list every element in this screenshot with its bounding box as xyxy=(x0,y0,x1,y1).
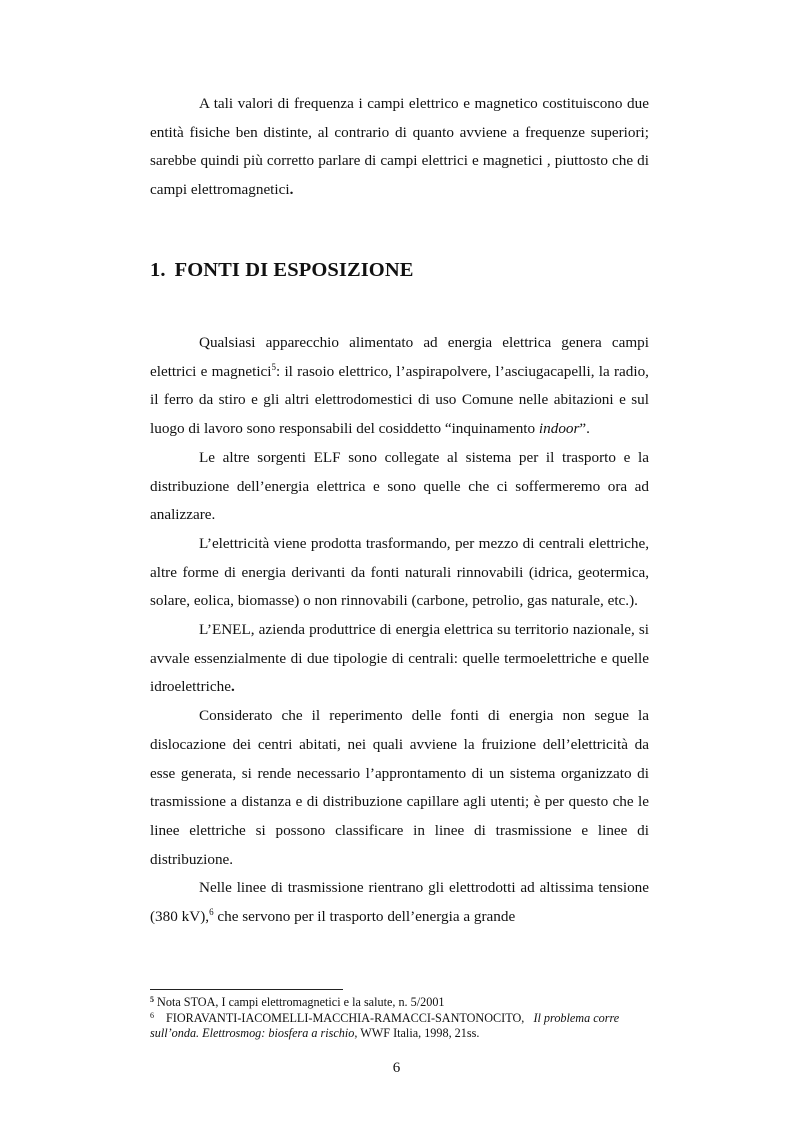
page-number: 6 xyxy=(392,1060,401,1076)
footnote-6 xyxy=(150,1011,649,1042)
paragraph-4-text: L’ENEL, azienda produttrice di energia elettrica su territorio nazionale, si avvale essenzialmente di due tipologie di centrali: quelle termoelettriche e quelle idroelettriche xyxy=(150,621,649,696)
section-body xyxy=(150,329,649,932)
paragraph-2: Le altre sorgenti ELF sono collegate al sistema per il trasporto e la distribuzione dell’energia elettrica e sono quelle che ci soffermeremo ora ad analizzare. xyxy=(150,448,649,524)
intro-text: A tali valori di frequenza i campi elettrico e magnetico costituiscono due entità fisiche ben distinte, al contrario di quanto avviene a frequenze superiori; sarebbe quindi più corretto parlare di campi elettrici e magnetici , piuttosto che di campi elettromagnetici xyxy=(150,95,649,199)
section-title: FONTI DI ESPOSIZIONE xyxy=(174,259,414,281)
paragraph-1-text-c: ”. xyxy=(579,420,590,438)
paragraph-6-text-b: che servono per il trasporto dell’energia a grande xyxy=(213,908,516,926)
footnote-ref-6[interactable]: 6 xyxy=(209,907,214,918)
paragraph-5: Considerato che il reperimento delle fonti di energia non segue la dislocazione dei centri abitati, nei quali avviene la fruizione dell’elettricità da esse generata, si rende necessario l’approntamento di un sistema organizzato di trasmissione a distanza e di distribuzione capillare agli utenti; è per questo che le linee elettriche si possono classificare in linee di trasmissione e linee di distribuzione. xyxy=(150,707,649,868)
paragraph-4-end-mark: . xyxy=(230,678,235,696)
footnote-6-title: Il problema corre sull’onda. Elettrosmog: biosfera a rischio xyxy=(150,1010,620,1041)
footnote-6-mark: 6 xyxy=(150,1010,154,1020)
paragraph-1-text-b: : il rasoio elettrico, l’aspirapolvere, l’asciugacapelli, la radio, il ferro da stiro e gli altri elettrodomestici di uso Comune nelle abitazioni e sul luogo di lavoro sono responsabili del cosiddetto “inquinamento xyxy=(150,362,649,438)
paragraph-3: L’elettricità viene prodotta trasformando, per mezzo di centrali elettriche, altre forme di energia derivanti da fonti naturali rinnovabili (idrica, geotermica, solare, eolica, biomasse) o non rinnovabili (carbone, petrolio, gas naturale, etc.). xyxy=(150,534,649,610)
section-number: 1. xyxy=(150,259,166,281)
footnote-5-mark: 5 xyxy=(150,995,154,1004)
footnote-5-text: Nota STOA, I campi elettromagnetici e la salute, n. 5/2001 xyxy=(154,995,445,1009)
footnotes xyxy=(150,995,649,1042)
footnote-6-authors: FIORAVANTI-IACOMELLI-MACCHIA-RAMACCI-SANTONOCITO, xyxy=(166,1010,525,1025)
paragraph-1-text-a: Qualsiasi apparecchio alimentato ad energia elettrica genera campi elettrici e magnetici xyxy=(150,334,649,380)
intro-end-mark: . xyxy=(289,181,294,199)
footnote-separator xyxy=(150,989,343,990)
paragraph-1-emphasis: indoor xyxy=(538,420,580,438)
section-heading xyxy=(150,259,414,282)
footnote-5 xyxy=(150,995,649,1011)
footnote-6-rest: , WWF Italia, 1998, 21ss. xyxy=(354,1026,480,1041)
intro-paragraph xyxy=(150,90,649,205)
paragraph-6 xyxy=(150,874,649,931)
paragraph-4 xyxy=(150,616,649,702)
footnote-ref-5[interactable]: 5 xyxy=(271,361,276,372)
paragraph-6-text-a: Nelle linee di trasmissione rientrano gli elettrodotti ad altissima tensione (380 kV), xyxy=(150,879,649,926)
paragraph-1 xyxy=(150,329,649,444)
